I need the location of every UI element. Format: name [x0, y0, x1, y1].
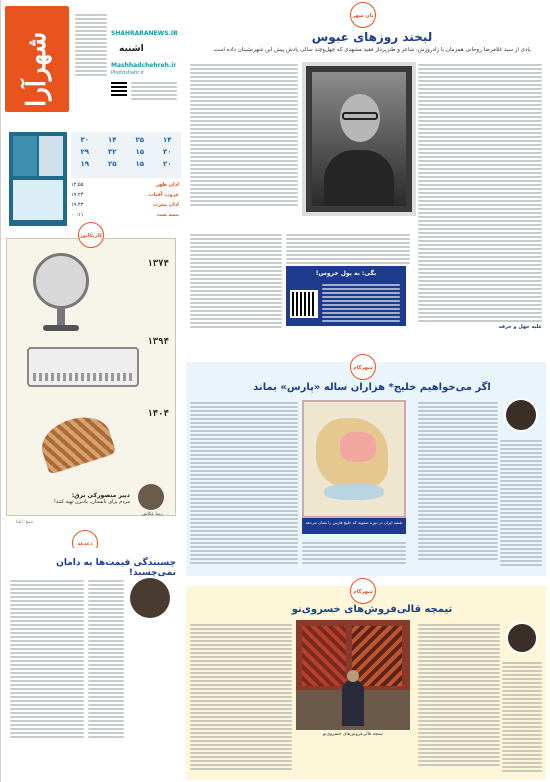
- sidebar-box-title: بگی: به پول خروس!: [315, 270, 377, 277]
- year-label: ۱۳۹۴: [147, 337, 169, 347]
- weather-value: ۲۰: [162, 160, 172, 168]
- cartoon-panel: [6, 238, 176, 516]
- year-label: ۱۴۰۴: [147, 409, 169, 419]
- map-region: [340, 432, 376, 462]
- logo: [5, 6, 69, 112]
- prayer-value: ۱۲:۵۵: [71, 182, 84, 188]
- weather-value: ۳۲: [107, 148, 117, 156]
- gulf-text-far-right: [500, 438, 542, 568]
- prayer-value: ۰۰:۱۱: [71, 212, 84, 218]
- portrait-image: [312, 72, 406, 206]
- year-label: ۱۳۷۴: [147, 259, 169, 269]
- carpet-badge: شهرگام: [350, 578, 376, 604]
- fan-icon: [33, 253, 89, 309]
- carpet-text-left: [190, 622, 292, 772]
- caption-text: مردم برای تابستان، بادبزن تهیه کنند!: [53, 499, 130, 505]
- fan-stand-icon: [57, 307, 65, 327]
- weather-value: ۱۹: [80, 160, 90, 168]
- cartoon-caption: [10, 492, 130, 505]
- weather-row: [71, 132, 181, 144]
- masthead: [1, 0, 181, 130]
- carpet-title[interactable]: تیمچه قالی‌فروش‌های خسروی‌نو: [291, 604, 453, 615]
- logo-text: شهرآرا: [22, 31, 52, 107]
- qr-code[interactable]: [111, 80, 127, 96]
- gulf-text-right: [418, 400, 498, 562]
- article-text-col: [10, 578, 84, 740]
- author-avatar: [130, 578, 170, 618]
- gulf-title[interactable]: اگر می‌خواهیم خلیج* هزاران ساله «پارس» بماند: [253, 382, 491, 393]
- hand-fan-icon: [36, 409, 117, 474]
- caption-title: دبیر منصورکی برق:: [71, 492, 130, 499]
- prayer-label: اذان مغرب: [152, 202, 179, 208]
- weather-value: ۳۰: [80, 136, 90, 144]
- artist-avatar: [138, 484, 164, 510]
- contact-info: [131, 80, 177, 102]
- fan-base-icon: [43, 325, 79, 331]
- carpet-image: [302, 626, 346, 686]
- weather-value: ۲۵: [135, 136, 145, 144]
- person-head: [347, 670, 359, 682]
- gulf-badge: شهرگام: [350, 354, 376, 380]
- weather-value: ۲۵: [107, 160, 117, 168]
- prayer-value: ۱۹:۲۴: [71, 192, 84, 198]
- left-article-title[interactable]: چسبندگی قیمت‌ها به دامان نمی‌چسبد!: [56, 558, 176, 578]
- portrait-photo: [302, 62, 416, 216]
- artist-name: رضا عکاش: [142, 512, 163, 517]
- cartoon-source: منبع: ایلنا: [16, 520, 34, 525]
- gulf-text-left: [190, 400, 298, 566]
- historical-map: [302, 400, 406, 518]
- masthead-info: [75, 12, 107, 78]
- ac-vent-icon: [33, 373, 133, 381]
- prayer-label: غروب آفتاب: [148, 192, 179, 198]
- feature-text-left-bottom: [190, 232, 282, 330]
- article-text-col: [88, 578, 124, 740]
- qr-code[interactable]: [290, 290, 318, 318]
- weather-box: [71, 132, 181, 178]
- carpet-photo-caption: تیمچه قالی‌فروش‌های خسروی‌نو: [322, 732, 384, 737]
- magazine-thumbs[interactable]: [9, 132, 67, 226]
- weather-value: ۱۴: [162, 136, 172, 144]
- person-figure: [342, 680, 364, 726]
- feature-text-left: [190, 62, 298, 208]
- weather-value: ۲۹: [80, 148, 90, 156]
- day-name: اشنبه: [119, 44, 144, 54]
- site-url-2[interactable]: Mashhadchehreh.ir: [111, 62, 177, 69]
- carpet-author-avatar: [506, 622, 538, 654]
- site-url-3[interactable]: Photoshahr.ir: [111, 70, 144, 76]
- weather-row: [71, 156, 181, 168]
- sidebar-box-text: [322, 282, 400, 324]
- carpet-photo: [296, 620, 410, 730]
- feature-subtitle: یادی از سید غلامرضا روحانی همزمان با زادروزش، شاعر و طنزپرداز فقید مشهدی که چهل‌وچند سالی یادش پیش این شهرنشینان داده است: [213, 47, 531, 53]
- gulf-text-under-map: [302, 540, 406, 566]
- prayer-label: نیمه شب: [156, 212, 179, 218]
- left-article-badge: دغدغه: [72, 530, 98, 556]
- weather-value: ۱۴: [107, 136, 117, 144]
- carpet-text-far-right: [502, 660, 542, 774]
- weather-value: ۱۵: [135, 148, 145, 156]
- cartoon-badge: کاریکاتور: [78, 222, 104, 248]
- prayer-times: [71, 180, 179, 224]
- map-gulf: [324, 484, 384, 500]
- site-url[interactable]: SHAHRARANEWS.IR: [111, 30, 178, 37]
- left-article: [6, 548, 176, 778]
- feature-text-center: [286, 232, 410, 266]
- portrait-body: [324, 150, 394, 206]
- weather-value: ۱۵: [135, 160, 145, 168]
- weather-value: ۳۰: [162, 148, 172, 156]
- feature-title[interactable]: لبخند روزهای عبوس: [311, 30, 433, 44]
- gulf-author-avatar: [504, 398, 538, 432]
- feature-author: علیه چهل و خرقه: [498, 324, 542, 330]
- weather-row: [71, 144, 181, 156]
- prayer-label: اذان ظهر: [155, 182, 179, 188]
- carpet-text-right: [418, 622, 500, 768]
- prayer-value: ۱۹:۴۳: [71, 202, 84, 208]
- glasses-icon: [342, 112, 378, 120]
- feature-badge: نان شهر: [350, 2, 376, 28]
- feature-text-right: [418, 62, 542, 324]
- map-caption: نقشه ایران در دوره صفویه که خلیج فارس را نشان می‌دهد: [302, 518, 406, 534]
- air-conditioner-icon: [27, 347, 139, 387]
- carpet-image: [352, 626, 402, 686]
